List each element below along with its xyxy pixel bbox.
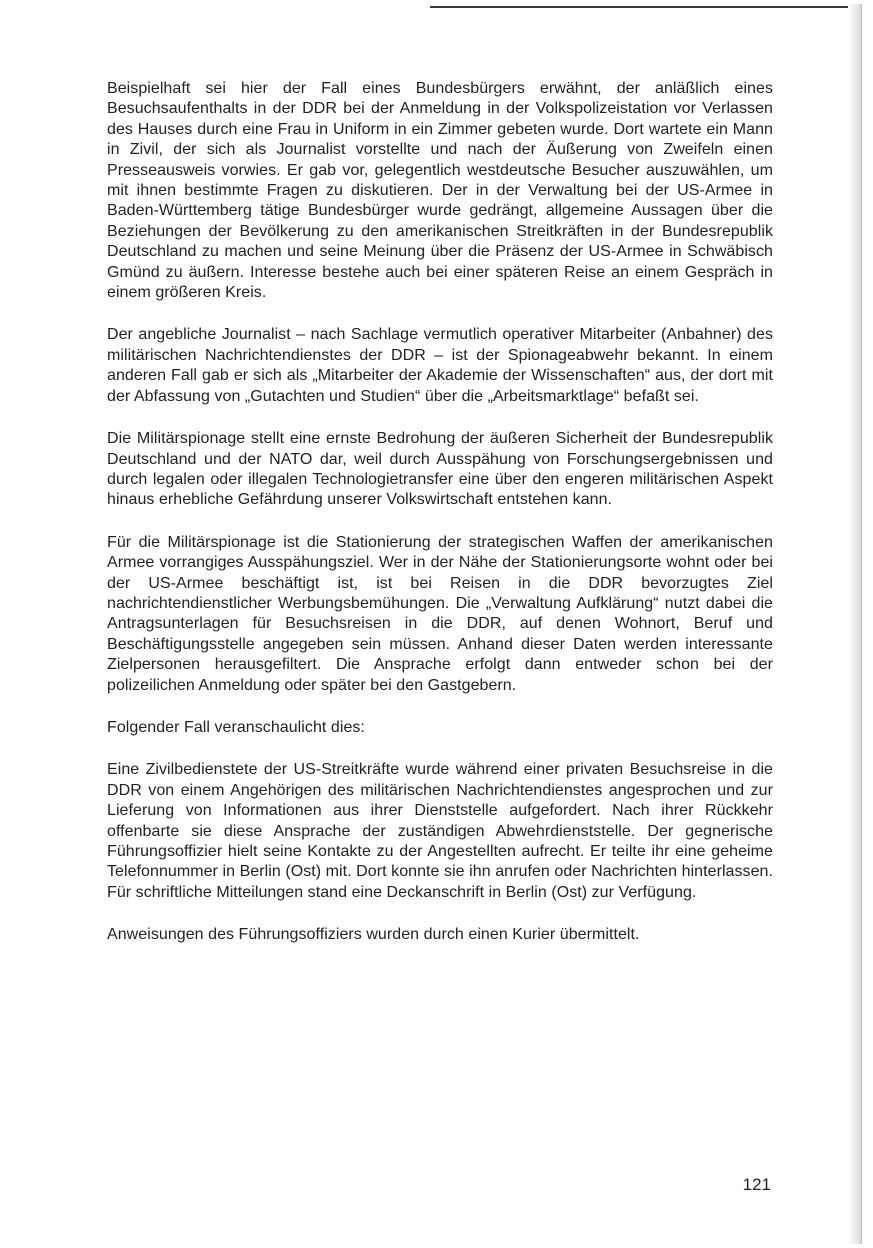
- paragraph-3: Die Militärspionage stellt eine ernste Bedrohung der äußeren Sicherheit der Bundesrepublik Deutschland und der NATO dar, weil durch Ausspähung von Forschungsergebnissen und durch legalen oder illegalen Technologietransfer eine über den engeren militärischen Aspekt hinaus erhebliche Gefährdung unserer Volkswirtschaft entstehen kann.: [107, 430, 773, 509]
- page-number: 121: [742, 1175, 771, 1194]
- page-edge-line: [861, 4, 862, 1244]
- paragraph-2: Der angebliche Journalist – nach Sachlage vermutlich operativer Mitarbeiter (Anbahner) des militärischen Nachrichtendienstes der DDR – ist der Spionageabwehr bekannt. In einem anderen Fall gab er sich als „Mitarbeiter der Akademie der Wissenschaften“ aus, der dort mit der Abfassung von „Gutachten und Studien“ über die „Arbeitsmarktlage“ befaßt sei.: [107, 326, 773, 405]
- page-edge-shadow: [848, 4, 862, 1244]
- paragraph-1: Beispielhaft sei hier der Fall eines Bundesbürgers erwähnt, der anläßlich eines Besuchsaufenthalts in der DDR bei der Anmeldung in der Volkspolizeistation vor Verlassen des Hauses durch eine Frau in Uniform in ein Zimmer gebeten wurde. Dort wartete ein Mann in Zivil, der sich als Journalist vorstellte und nach der Äußerung von Zweifeln einen Presseausweis vorwies. Er gab vor, gelegentlich westdeutsche Besucher auszuwählen, um mit ihnen bestimmte Fragen zu diskutieren. Der in der Verwaltung bei der US-Armee in Baden-Württemberg tätige Bundesbürger wurde gedrängt, allgemeine Aussagen über die Beziehungen der Bevölkerung zu den amerikanischen Streitkräften in der Bundesrepublik Deutschland zu machen und seine Meinung über die Präsenz der US-Armee in Schwäbisch Gmünd zu äußern. Interesse bestehe auch bei einer späteren Reise an einem Gespräch in einem größeren Kreis.: [107, 80, 773, 302]
- paragraph-5: Folgender Fall veranschaulicht dies:: [107, 718, 365, 736]
- page-body: [107, 79, 773, 968]
- top-rule: [430, 6, 862, 8]
- paragraph-4: Für die Militärspionage ist die Stationierung der strategischen Waffen der amerikanischen Armee vorrangiges Ausspähungsziel. Wer in der Nähe der Stationierungsorte wohnt oder bei der US-Armee beschäftigt ist, ist bei Reisen in die DDR bevorzugtes Ziel nachrichtendienstlicher Werbungsbemühungen. Die „Verwaltung Aufklärung“ nutzt dabei die Antragsunterlagen für Besuchsreisen in die DDR, auf denen Wohnort, Beruf und Beschäftigungsstelle angegeben sein müssen. Anhand dieser Daten werden interessante Zielpersonen herausgefiltert. Die Ansprache erfolgt dann entweder schon bei der polizeilichen Anmeldung oder später bei den Gastgebern.: [107, 533, 773, 694]
- paragraph-7: Anweisungen des Führungsoffiziers wurden durch einen Kurier übermittelt.: [107, 926, 640, 944]
- paragraph-6: Eine Zivilbedienstete der US-Streitkräfte wurde während einer privaten Besuchsreise in die DDR von einem Angehörigen des militärischen Nachrichtendienstes angesprochen und zur Lieferung von Informationen aus ihrer Dienststelle aufgefordert. Nach ihrer Rückkehr offenbarte sie diese Ansprache der zuständigen Abwehrdienststelle. Der gegnerische Führungsoffizier hielt seine Kontakte zu der Angestellten aufrecht. Er teilte ihr eine geheime Telefonnummer in Berlin (Ost) mit. Dort konnte sie ihn anrufen oder Nachrichten hinterlassen. Für schriftliche Mitteilungen stand eine Deckanschrift in Berlin (Ost) zur Verfügung.: [107, 761, 773, 901]
